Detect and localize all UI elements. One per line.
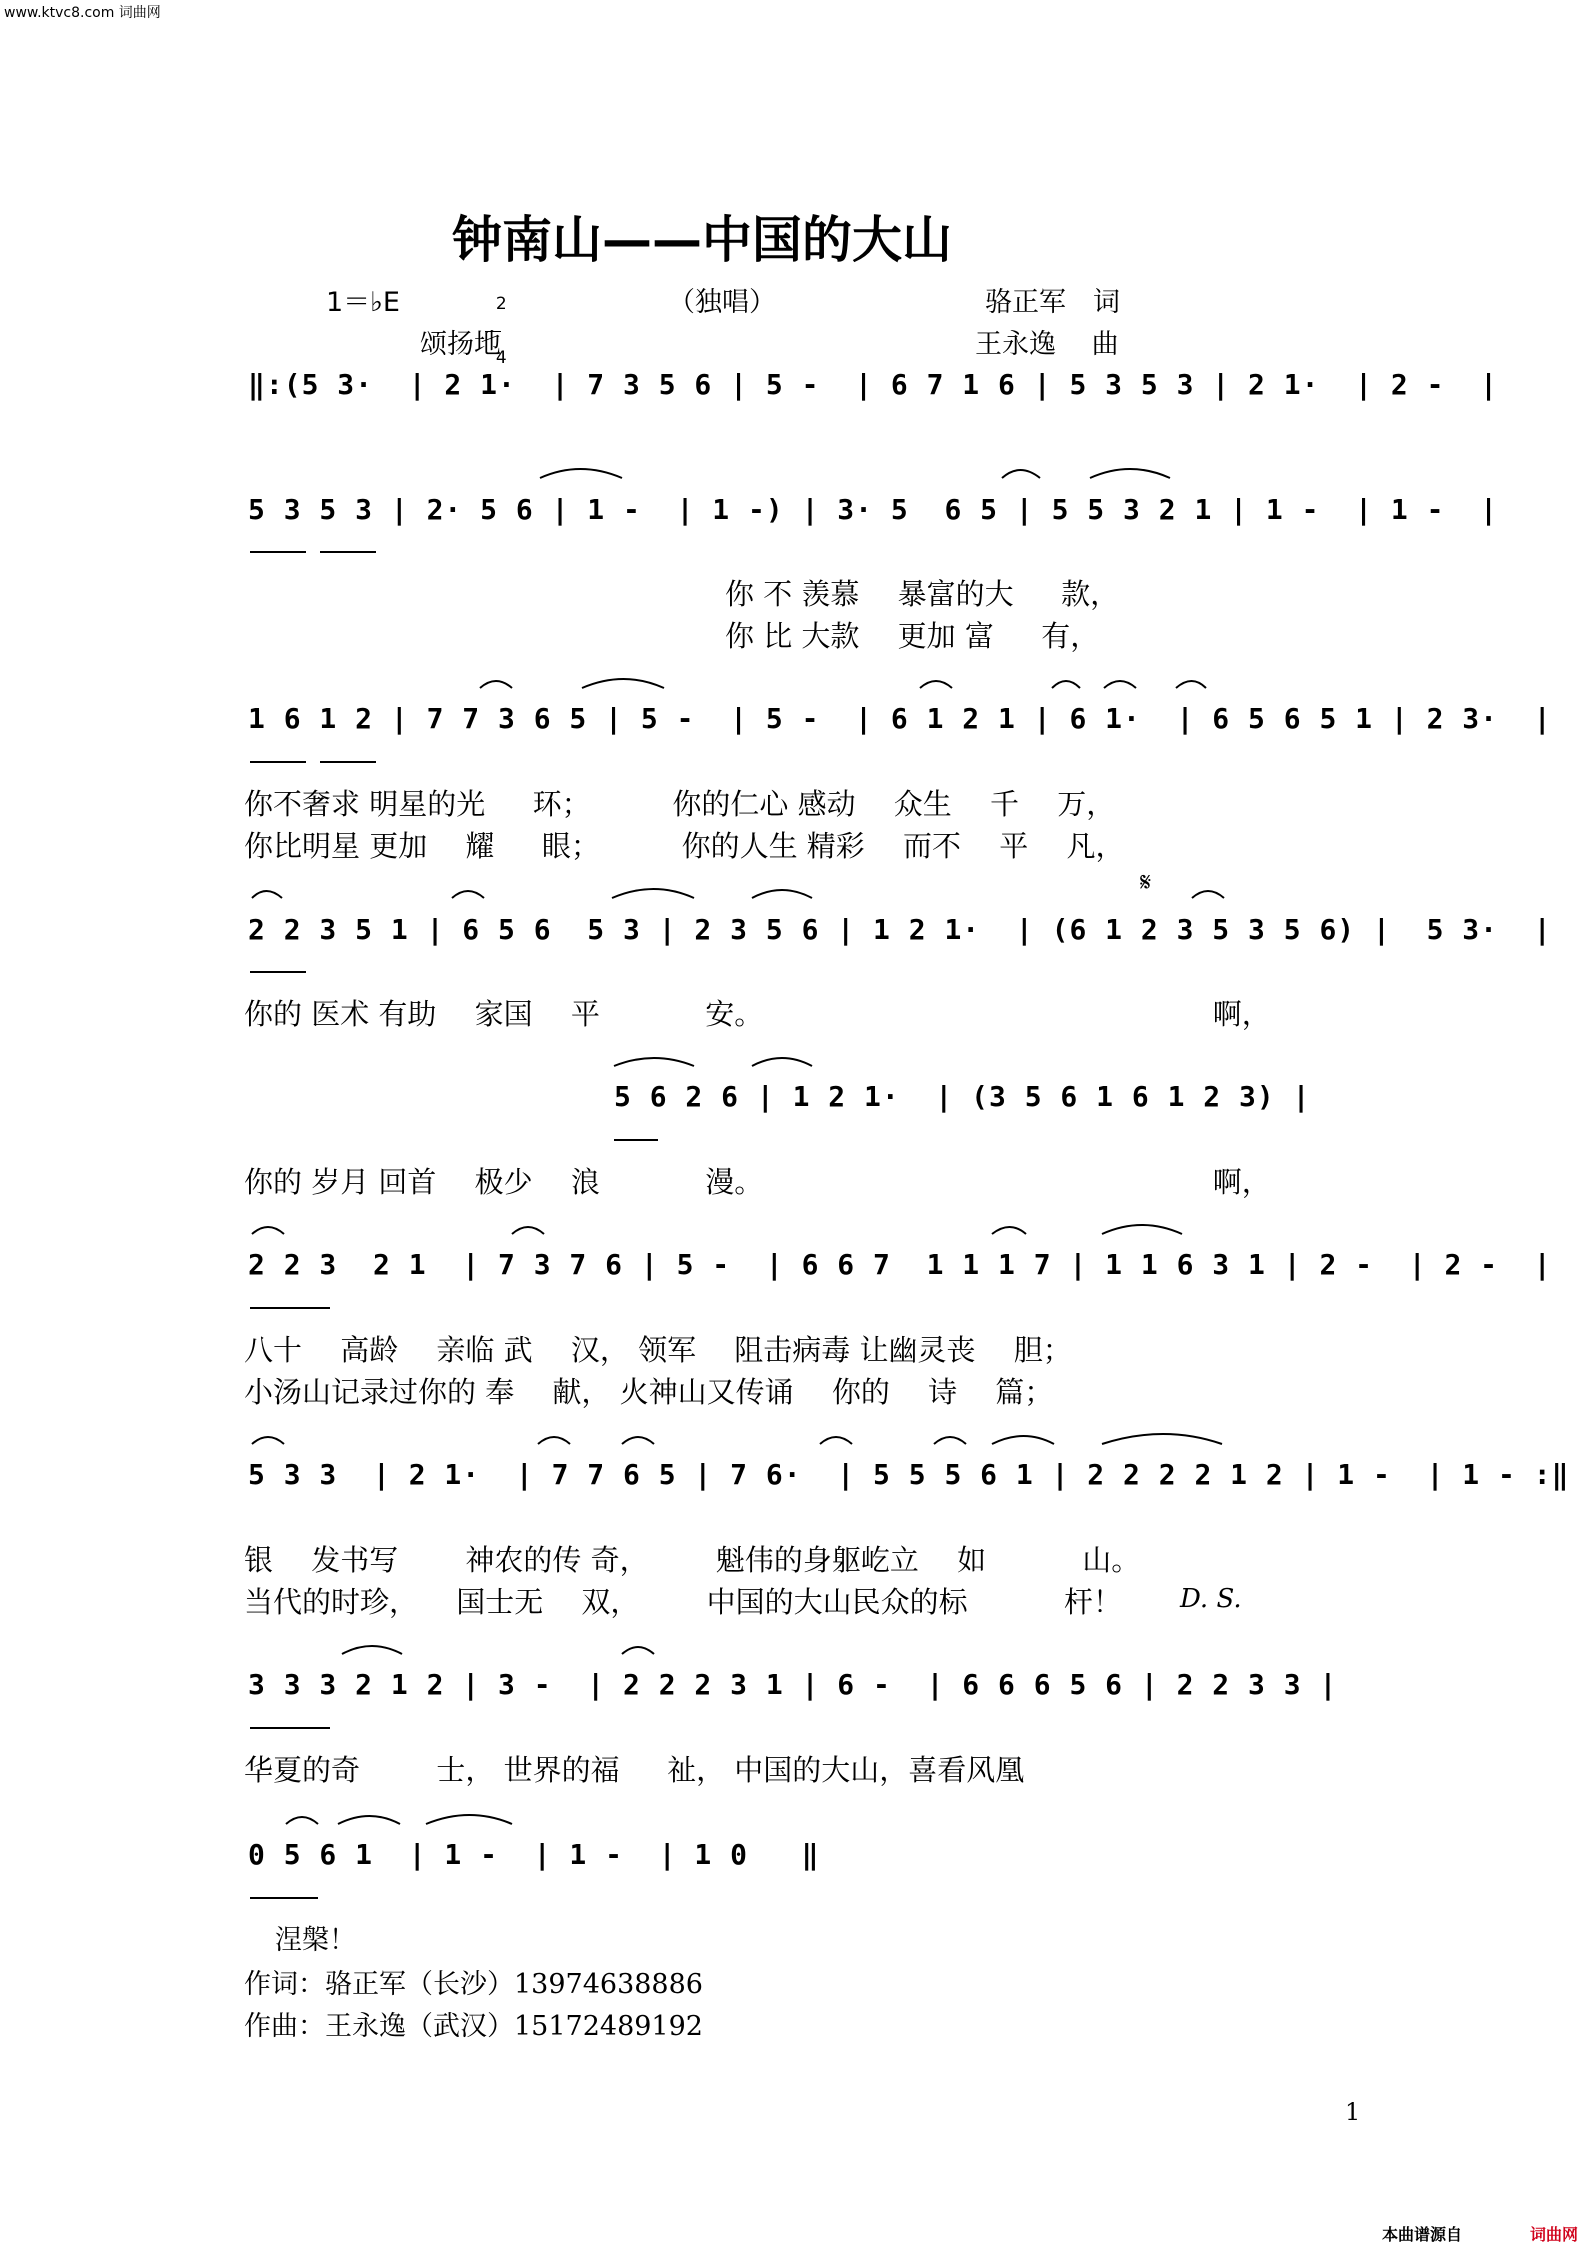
slur-mark [1002, 470, 1040, 478]
lyric-line-4: 你的 医术 有助 家国 平 安。 啊， [244, 997, 1271, 1031]
slur-mark [286, 1817, 318, 1824]
lyric-line-6b: 小汤山记录过你的 奉 献， 火神山又传诵 你的 诗 篇； [244, 1375, 1054, 1409]
lyric-line-7a: 银 发书写 神农的传 奇， 魁伟的身躯屹立 如 山。 [244, 1543, 1141, 1577]
lyric-line-5: 你的 岁月 回首 极少 浪 漫。 啊， [244, 1165, 1271, 1199]
slur-mark [338, 1816, 400, 1824]
score-line-9: 0 5 6 1 | 1 - | 1 - | 1 0 ‖ [248, 1838, 820, 1871]
slur-mark [992, 1436, 1054, 1444]
segno-sign: 𝄋 [1140, 868, 1152, 898]
slur-mark [934, 1437, 966, 1444]
lyricist: 骆正军 词 [985, 287, 1120, 318]
slur-mark [252, 891, 282, 898]
slur-mark [752, 890, 812, 898]
lyric-line-3b: 你比明星 更加 耀 眼； 你的人生 精彩 而不 平 凡， [244, 829, 1125, 863]
slur-mark [480, 681, 512, 688]
score-line-8: 3 3 3 2 1 2 | 3 - | 2 2 2 3 1 | 6 - | 6 6 6 5 6 | 2 2 3 3 | [248, 1668, 1338, 1701]
score-line-5: 5 6 2 6 | 1 2 1· | (3 5 6 1 6 1 2 3) | [614, 1080, 1311, 1113]
slur-mark [992, 1227, 1026, 1234]
slur-mark [1104, 681, 1136, 688]
slur-mark [426, 1815, 512, 1824]
slur-mark [1102, 1434, 1222, 1444]
score-line-7: 5 3 3 | 2 1· | 7 7 6 5 | 7 6· | 5 5 5 6 1 | 2 2 2 2 1 2 | 1 - | 1 - :‖ [248, 1458, 1570, 1491]
lyric-line-8: 华夏的奇 士， 世界的福 祉， 中国的大山，喜看风凰 [244, 1753, 1025, 1787]
slur-mark [920, 681, 952, 688]
slur-mark [1090, 469, 1170, 478]
slur-mark [752, 1058, 812, 1066]
slur-mark [582, 679, 664, 688]
slur-mark [342, 1646, 402, 1654]
slur-mark [1192, 891, 1224, 898]
lyric-line-2a: 你 不 羡慕 暴富的大 款， [725, 577, 1120, 611]
slur-mark [820, 1437, 852, 1444]
lyric-line-3a: 你不奢求 明星的光 环； 你的仁心 感动 众生 千 万， [244, 787, 1116, 821]
lyric-line-6a: 八十 高龄 亲临 武 汉， 领军 阻击病毒 让幽灵丧 胆； [244, 1333, 1072, 1367]
score-line-3: 1 6 1 2 | 7 7 3 6 5 | 5 - | 5 - | 6 1 2 1 | 6 1· | 6 5 6 5 1 | 2 3· | [248, 702, 1552, 735]
slur-mark [512, 1227, 544, 1234]
slur-mark [252, 1227, 284, 1234]
footer-source-text: 本曲谱源自 [1382, 2225, 1463, 2244]
score-line-1: ‖:(5 3· | 2 1· | 7 3 5 6 | 5 - | 6 7 1 6 | 5 3 5 3 | 2 1· | 2 - | [248, 368, 1499, 401]
slur-mark [538, 1437, 570, 1444]
slur-mark [452, 891, 484, 898]
page-number: 1 [1345, 2098, 1361, 2126]
key-signature: 1＝♭E [326, 287, 400, 318]
slur-mark [612, 889, 694, 898]
coda-word: 涅槃！ [275, 1925, 356, 1956]
slur-mark [252, 1437, 284, 1444]
song-title: 钟南山——中国的大山 [452, 211, 952, 269]
slur-mark [622, 1647, 654, 1654]
lyric-line-7b: 当代的时珍， 国士无 双， 中国的大山民众的标 杆！ [244, 1585, 1122, 1619]
score-line-6: 2 2 3 2 1 | 7 3 7 6 | 5 - | 6 6 7 1 1 1 7 | 1 1 6 3 1 | 2 - | 2 - | [248, 1248, 1552, 1281]
slur-mark [540, 469, 622, 478]
time-numerator: 2 [495, 294, 507, 314]
score-line-2: 5 3 5 3 | 2· 5 6 | 1 - | 1 -) | 3· 5 6 5 | 5 5 3 2 1 | 1 - | 1 - | [248, 493, 1499, 526]
time-denominator: 4 [495, 348, 507, 368]
lyric-line-2b: 你 比 大款 更加 富 有， [725, 619, 1100, 653]
slur-mark [622, 1437, 654, 1444]
voice-type: （独唱） [668, 287, 776, 318]
slur-mark [1176, 681, 1206, 688]
slur-mark [1102, 1225, 1182, 1234]
slur-mark [1052, 681, 1080, 688]
lyricist-credit: 作词：骆正军（长沙）13974638886 [244, 1969, 703, 2000]
tempo-marking: 颂扬地 [420, 329, 501, 360]
watermark: www.ktvc8.com 词曲网 [4, 5, 161, 21]
score-line-4: 2 2 3 5 1 | 6 5 6 5 3 | 2 3 5 6 | 1 2 1· | (6 1 2 3 5 3 5 6) | 5 3· | [248, 913, 1552, 946]
composer-credit: 作曲：王永逸（武汉）15172489192 [244, 2011, 703, 2042]
dal-segno-mark: D. S. [1180, 1584, 1242, 1614]
composer: 王永逸 曲 [975, 329, 1119, 360]
slur-mark [614, 1058, 694, 1066]
footer-logo: 词曲网 [1530, 2225, 1579, 2244]
